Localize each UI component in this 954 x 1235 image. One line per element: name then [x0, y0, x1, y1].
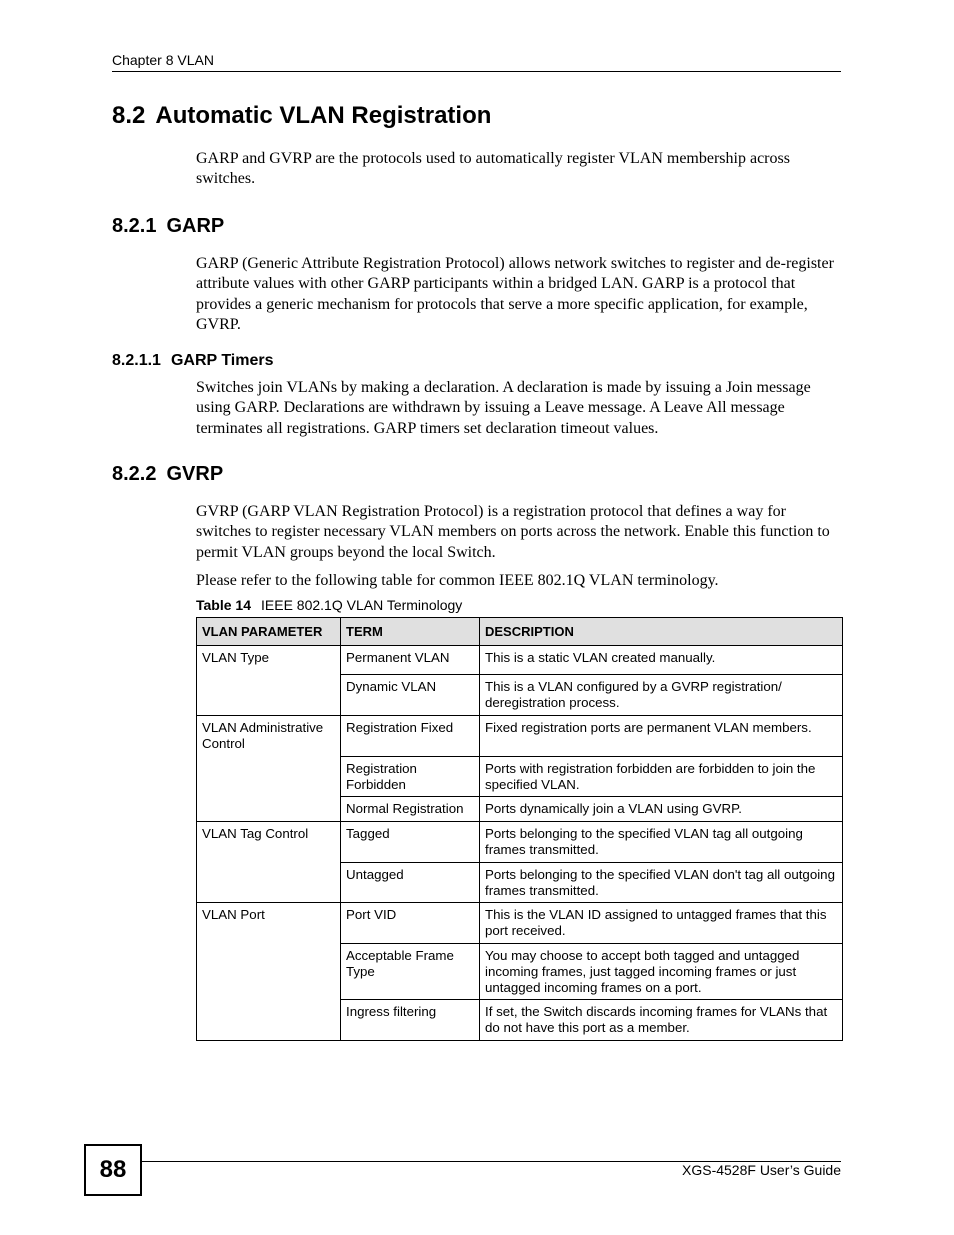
gvrp-heading: [112, 463, 223, 486]
description-cell: This is a VLAN configured by a GVRP registration/ deregistration process.: [480, 675, 843, 716]
table-caption-label: Table 14: [196, 597, 251, 613]
guide-name: XGS-4528F User’s Guide: [682, 1162, 841, 1178]
term-cell: Permanent VLAN: [341, 646, 480, 675]
description-cell: Ports dynamically join a VLAN using GVRP.: [480, 797, 843, 822]
parameter-cell: VLAN Type: [197, 646, 341, 716]
description-cell: Ports with registration forbidden are forbidden to join the specified VLAN.: [480, 757, 843, 797]
garp-heading: [112, 215, 224, 238]
column-header: VLAN PARAMETER: [197, 618, 341, 646]
term-cell: Acceptable Frame Type: [341, 944, 480, 1000]
column-header: DESCRIPTION: [480, 618, 843, 646]
section-number: 8.2: [112, 102, 146, 129]
section-intro: GARP and GVRP are the protocols used to automatically register VLAN membership across switches.: [196, 150, 790, 188]
term-cell: Ingress filtering: [341, 1000, 480, 1040]
garp-body: GARP (Generic Attribute Registration Protocol) allows network switches to register and de-register attribute values with other GARP participants within a bridged LAN. GARP is a protocol that provides a generic mechanism for protocols that serve a more specific application, for example, GVRP.: [196, 255, 834, 333]
term-cell: Registration Forbidden: [341, 757, 480, 797]
table-row: [197, 646, 843, 675]
vlan-terminology-table: [196, 617, 843, 1041]
running-header: Chapter 8 VLAN: [112, 52, 214, 68]
term-cell: Normal Registration: [341, 797, 480, 822]
gvrp-refer: Please refer to the following table for common IEEE 802.1Q VLAN terminology.: [196, 572, 719, 589]
description-cell: Fixed registration ports are permanent VLAN members.: [480, 716, 843, 757]
table-header-row: [197, 618, 843, 646]
gvrp-body: GVRP (GARP VLAN Registration Protocol) is a registration protocol that defines a way for switches to register necessary VLAN members on ports across the network. Enable this function to permit VLAN groups beyond the local Switch.: [196, 503, 830, 561]
table-caption-title: IEEE 802.1Q VLAN Terminology: [261, 597, 463, 613]
parameter-cell: VLAN Port: [197, 903, 341, 1040]
page-number: 88: [84, 1144, 142, 1196]
gvrp-title: GVRP: [166, 463, 224, 485]
term-cell: Registration Fixed: [341, 716, 480, 757]
description-cell: If set, the Switch discards incoming frames for VLANs that do not have this port as a member.: [480, 1000, 843, 1040]
gvrp-number: 8.2.2: [112, 463, 157, 485]
garp-number: 8.2.1: [112, 215, 157, 237]
column-header: TERM: [341, 618, 480, 646]
table-row: [197, 822, 843, 863]
description-cell: Ports belonging to the specified VLAN tag all outgoing frames transmitted.: [480, 822, 843, 863]
term-cell: Dynamic VLAN: [341, 675, 480, 716]
term-cell: Port VID: [341, 903, 480, 944]
parameter-cell: VLAN Tag Control: [197, 822, 341, 903]
header-rule: [112, 71, 841, 72]
garp-timers-body: Switches join VLANs by making a declaration. A declaration is made by issuing a Join message using GARP. Declarations are withdrawn by issuing a Leave message. A Leave All message terminates all registrations. GARP timers set declaration timeout values.: [196, 379, 811, 437]
table-row: [197, 716, 843, 757]
section-title: Automatic VLAN Registration: [155, 102, 492, 129]
description-cell: Ports belonging to the specified VLAN don't tag all outgoing frames transmitted.: [480, 863, 843, 903]
term-cell: Tagged: [341, 822, 480, 863]
garp-timers-heading: [112, 352, 274, 370]
description-cell: You may choose to accept both tagged and untagged incoming frames, just tagged incoming frames or just untagged incoming frames on a port.: [480, 944, 843, 1000]
description-cell: This is a static VLAN created manually.: [480, 646, 843, 675]
parameter-cell: VLAN Administrative Control: [197, 716, 341, 822]
description-cell: This is the VLAN ID assigned to untagged frames that this port received.: [480, 903, 843, 944]
table-row: [197, 903, 843, 944]
garp-timers-number: 8.2.1.1: [112, 352, 161, 369]
table-caption: [196, 597, 462, 613]
section-heading: [112, 102, 491, 130]
garp-title: GARP: [166, 215, 225, 237]
term-cell: Untagged: [341, 863, 480, 903]
garp-timers-title: GARP Timers: [170, 352, 274, 369]
